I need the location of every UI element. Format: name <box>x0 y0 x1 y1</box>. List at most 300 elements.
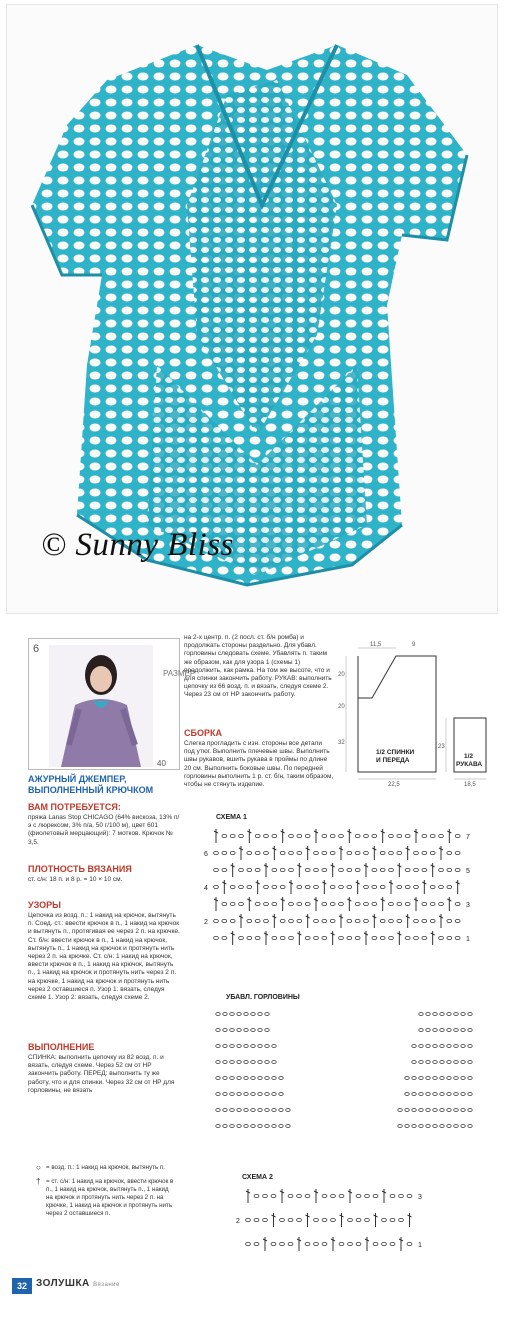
dc-symbol <box>374 1213 378 1227</box>
chain-symbol <box>356 1194 361 1197</box>
chain-symbol <box>422 834 427 837</box>
chain-symbol <box>247 885 252 888</box>
chain-symbol <box>430 885 435 888</box>
chain-symbol <box>330 851 335 854</box>
dc-symbol <box>397 863 401 877</box>
chain-symbol <box>355 834 360 837</box>
chain-symbol <box>372 936 377 939</box>
chain-symbol <box>390 1194 395 1197</box>
chain-symbol <box>265 1029 269 1032</box>
chain-symbol <box>412 1045 416 1048</box>
dc-symbol <box>365 1237 369 1251</box>
chain-symbol <box>397 885 402 888</box>
chain-symbol <box>314 851 319 854</box>
row-number-label: 2 <box>204 919 208 926</box>
chain-symbol <box>426 1013 430 1016</box>
chain-symbol <box>244 1093 248 1096</box>
dc-symbol <box>297 931 301 945</box>
chain-symbol <box>214 919 219 922</box>
chain-symbol <box>468 1045 472 1048</box>
chain-symbol <box>251 1077 255 1080</box>
chain-symbol <box>447 885 452 888</box>
chain-symbol <box>447 936 452 939</box>
dc-symbol <box>331 1237 335 1251</box>
dc-symbol <box>439 846 443 860</box>
patterns-heading: УЗОРЫ <box>28 900 61 910</box>
chain-symbol <box>468 1109 472 1112</box>
chain-symbol <box>264 902 269 905</box>
chain-symbol <box>272 1077 276 1080</box>
chain-symbol <box>222 936 227 939</box>
dc-symbol <box>447 897 451 911</box>
chain-symbol <box>331 1194 336 1197</box>
chain-symbol <box>454 1029 458 1032</box>
dc-symbol <box>406 846 410 860</box>
chain-symbol <box>330 902 335 905</box>
chain-symbol <box>447 1061 451 1064</box>
chain-symbol <box>372 902 377 905</box>
chain-symbol <box>389 868 394 871</box>
dc-symbol <box>247 897 251 911</box>
chain-symbol <box>322 868 327 871</box>
chain-symbol <box>214 851 219 854</box>
chain-symbol <box>297 1194 302 1197</box>
chain-symbol <box>364 902 369 905</box>
scheme2-title: СХЕМА 2 <box>242 1174 273 1181</box>
row-number-label: 7 <box>466 834 470 841</box>
chain-symbol <box>439 885 444 888</box>
chain-symbol <box>440 1029 444 1032</box>
chain-symbol <box>239 834 244 837</box>
chain-symbol <box>244 1013 248 1016</box>
neck-decrease-chart <box>212 1004 482 1144</box>
chain-symbol <box>230 1093 234 1096</box>
chain-symbol <box>230 1125 234 1128</box>
chain-symbol <box>380 885 385 888</box>
chain-symbol <box>447 919 452 922</box>
dc-symbol <box>399 1237 403 1251</box>
chain-symbol <box>222 851 227 854</box>
chain-symbol <box>397 851 402 854</box>
chain-symbol <box>364 885 369 888</box>
dc-symbol <box>289 880 293 894</box>
chain-symbol <box>430 851 435 854</box>
chain-symbol <box>426 1093 430 1096</box>
chain-symbol <box>272 1045 276 1048</box>
chain-symbol <box>468 1029 472 1032</box>
chain-symbol <box>454 1013 458 1016</box>
chain-symbol <box>314 919 319 922</box>
chain-symbol <box>216 1125 220 1128</box>
chain-symbol <box>214 885 219 888</box>
chain-symbol <box>468 1013 472 1016</box>
chain-symbol <box>405 1077 409 1080</box>
chain-symbol <box>230 1061 234 1064</box>
chain-symbol <box>372 834 377 837</box>
chain-symbol <box>222 834 227 837</box>
chain-symbol <box>216 1109 220 1112</box>
legend-dc-text: = ст. с/н: 1 накид на крючок, ввести крючок в п., 1 накид на крючок, вытянуть п., 1 накид на крючок и протянуть нить через 2 п. на крючке, 1 накид на крючок и протянуть нить через 2 оставшиеся п. <box>46 1178 174 1217</box>
chain-symbol <box>468 1077 472 1080</box>
chain-symbol <box>405 936 410 939</box>
row-number-label: 1 <box>418 1242 422 1249</box>
dc-symbol <box>372 914 376 928</box>
dc-symbol <box>281 897 285 911</box>
chain-symbol <box>286 1109 290 1112</box>
chain-symbol <box>405 885 410 888</box>
chain-symbol <box>237 1061 241 1064</box>
chain-symbol <box>355 902 360 905</box>
chain-symbol <box>365 1218 370 1221</box>
density-heading: ПЛОТНОСТЬ ВЯЗАНИЯ <box>28 864 132 874</box>
chain-symbol <box>216 1045 220 1048</box>
chain-symbol <box>339 868 344 871</box>
chain-symbol <box>223 1013 227 1016</box>
chain-symbol <box>440 1109 444 1112</box>
chain-symbol <box>237 1077 241 1080</box>
chain-symbol <box>347 885 352 888</box>
chain-symbol <box>289 936 294 939</box>
chain-symbol <box>398 1109 402 1112</box>
chain-symbol <box>356 1218 361 1221</box>
chain-symbol <box>422 868 427 871</box>
chain-symbol <box>339 936 344 939</box>
page-number: 32 <box>12 1278 32 1294</box>
chain-symbol <box>239 868 244 871</box>
chain-symbol <box>322 1218 327 1221</box>
assembly-heading: СБОРКА <box>184 728 222 738</box>
body-label-2: И ПЕРЕДА <box>376 757 410 764</box>
dc-symbol <box>256 880 260 894</box>
chain-symbol <box>322 936 327 939</box>
chain-symbol <box>237 1125 241 1128</box>
chain-symbol <box>251 1093 255 1096</box>
chain-symbol <box>440 1077 444 1080</box>
dc-symbol <box>431 931 435 945</box>
dc-symbol <box>414 897 418 911</box>
chain-symbol <box>280 868 285 871</box>
dc-symbol <box>314 897 318 911</box>
chain-symbol <box>440 1061 444 1064</box>
dc-symbol <box>422 880 426 894</box>
chain-symbol <box>330 885 335 888</box>
chain-symbol <box>246 1242 251 1245</box>
dc-symbol <box>348 1189 352 1203</box>
chain-symbol <box>314 868 319 871</box>
sleeve-height: 23 <box>438 744 445 750</box>
chain-symbol <box>414 885 419 888</box>
chain-symbol <box>272 1109 276 1112</box>
chain-symbol <box>216 1093 220 1096</box>
chain-symbol <box>264 919 269 922</box>
chain-symbol <box>430 902 435 905</box>
chain-symbol <box>258 1125 262 1128</box>
dc-symbol <box>331 863 335 877</box>
chain-symbol <box>237 1029 241 1032</box>
chain-symbol <box>237 1013 241 1016</box>
chain-symbol <box>419 1045 423 1048</box>
assembly-text: Слегка прогладить с изн. стороны все детали под утюг. Выполнить плечевые швы. Выполнить швы рукавов, вшить рукава в проймы по длине 20 см. Выполнить боковые швы. По передней горловины выполнить 1 р. ст. б/н, таким образом, чтобы не стянуть изделие. <box>184 740 334 789</box>
chain-symbol <box>426 1109 430 1112</box>
chain-symbol <box>239 936 244 939</box>
chain-symbol <box>258 1045 262 1048</box>
chain-symbol <box>365 1194 370 1197</box>
chain-symbol <box>430 919 435 922</box>
chain-symbol <box>430 834 435 837</box>
body-label-1: 1/2 СПИНКИ <box>376 749 415 756</box>
chain-symbol <box>373 1194 378 1197</box>
work-heading: ВЫПОЛНЕНИЕ <box>28 1042 95 1052</box>
chain-symbol <box>314 936 319 939</box>
chain-symbol <box>272 936 277 939</box>
chain-symbol <box>322 1194 327 1197</box>
chain-symbol <box>230 919 235 922</box>
chain-symbol <box>422 902 427 905</box>
chain-symbol <box>398 1125 402 1128</box>
dc-symbol <box>272 914 276 928</box>
dc-symbol <box>347 829 351 843</box>
page-footer <box>12 1278 212 1298</box>
chain-symbol <box>246 1218 251 1221</box>
chain-symbol <box>405 1109 409 1112</box>
dc-symbol <box>297 1237 301 1251</box>
chain-symbol <box>433 1093 437 1096</box>
chain-symbol <box>447 1013 451 1016</box>
dc-symbol <box>331 931 335 945</box>
scheme1-title: СХЕМА 1 <box>216 814 247 821</box>
dim-side-2: 20 <box>338 704 345 710</box>
chain-symbol <box>216 1077 220 1080</box>
chain-symbol <box>223 1077 227 1080</box>
chain-symbol <box>289 902 294 905</box>
sleeve-label-1: 1/2 <box>464 753 474 760</box>
chain-symbol <box>258 1077 262 1080</box>
chain-symbol <box>454 1109 458 1112</box>
chain-symbol <box>222 902 227 905</box>
dc-symbol <box>246 1189 250 1203</box>
chain-symbol <box>380 919 385 922</box>
dc-symbol <box>347 897 351 911</box>
front-continued-text: на 2-х центр. п. (2 посл. ст. б/н ромба) и продолжать стороны раздельно. Для убавл. горловины следовать схеме. Убавлять п. таким же образом, как для узора 1 (схемы 1) продолжить, как рамка. На том же высоте, что и для спинки закончить работу. РУКАВ: выполнить цепочку из 66 возд. п. и вязать, следуя схеме 2. Через 23 см от НР закончить работу. <box>184 634 332 699</box>
chain-symbol <box>255 919 260 922</box>
dim-top-1: 11,5 <box>370 642 382 648</box>
chain-symbol <box>348 1218 353 1221</box>
chain-symbol <box>461 1077 465 1080</box>
chain-symbol <box>322 919 327 922</box>
chain-symbol <box>230 1109 234 1112</box>
chain-symbol <box>223 1093 227 1096</box>
chain-symbol <box>447 1045 451 1048</box>
dc-symbol <box>297 863 301 877</box>
chain-symbol <box>251 1125 255 1128</box>
dc-symbol <box>231 931 235 945</box>
chain-symbol <box>422 919 427 922</box>
magazine-title: ЗОЛУШКА <box>36 1278 90 1289</box>
chain-symbol <box>214 936 219 939</box>
chain-symbol <box>372 868 377 871</box>
dim-side-1: 20 <box>338 672 345 678</box>
chain-symbol <box>247 851 252 854</box>
chain-symbol <box>289 851 294 854</box>
chain-symbol <box>237 1045 241 1048</box>
chain-symbol <box>279 1125 283 1128</box>
chain-symbol <box>382 1218 387 1221</box>
chain-symbol <box>399 1194 404 1197</box>
chain-symbol <box>455 936 460 939</box>
chain-symbol <box>447 868 452 871</box>
chain-symbol <box>230 902 235 905</box>
dc-symbol <box>397 931 401 945</box>
chain-symbol <box>330 834 335 837</box>
chain-symbol <box>330 919 335 922</box>
chain-symbol <box>305 1242 310 1245</box>
chain-symbol <box>426 1061 430 1064</box>
chain-symbol <box>419 1061 423 1064</box>
chain-symbol <box>447 1029 451 1032</box>
chain-symbol <box>447 1093 451 1096</box>
dc-symbol <box>447 829 451 843</box>
chain-symbol <box>230 834 235 837</box>
chain-symbol <box>380 851 385 854</box>
chain-symbol <box>405 868 410 871</box>
dc-symbol <box>340 1213 344 1227</box>
chain-symbol <box>247 936 252 939</box>
chain-symbol <box>314 1218 319 1221</box>
row-number-label: 6 <box>204 851 208 858</box>
chain-symbol <box>389 936 394 939</box>
chain-symbol <box>264 885 269 888</box>
dc-symbol <box>406 914 410 928</box>
chain-symbol <box>244 1061 248 1064</box>
crochet-top-image <box>7 5 499 615</box>
chain-symbol <box>461 1093 465 1096</box>
chain-symbol <box>380 936 385 939</box>
dc-symbol <box>264 931 268 945</box>
chain-symbol <box>239 885 244 888</box>
chain-symbol <box>251 1109 255 1112</box>
dc-symbol <box>231 863 235 877</box>
magazine-subtitle: Вязание <box>93 1282 120 1288</box>
chain-symbol <box>419 1077 423 1080</box>
chain-symbol <box>322 1242 327 1245</box>
chain-symbol <box>407 1194 412 1197</box>
chain-symbol <box>258 1061 262 1064</box>
chain-symbol <box>216 1013 220 1016</box>
body-width: 22,5 <box>388 782 400 788</box>
chain-symbol <box>272 885 277 888</box>
chain-symbol <box>251 1045 255 1048</box>
legend-chain-text: = возд. п.: 1 накид на крючок, вытянуть п. <box>46 1164 166 1171</box>
chain-symbol <box>244 1045 248 1048</box>
chain-symbol <box>439 834 444 837</box>
chain-symbol <box>244 1077 248 1080</box>
dc-symbol <box>247 829 251 843</box>
chain-symbol <box>419 1125 423 1128</box>
chain-symbol <box>454 1093 458 1096</box>
chain-symbol <box>433 1045 437 1048</box>
chain-symbol <box>454 1077 458 1080</box>
chain-symbol <box>419 1013 423 1016</box>
dc-symbol <box>239 846 243 860</box>
chain-symbol <box>440 1045 444 1048</box>
chain-symbol <box>247 868 252 871</box>
chain-symbol <box>419 1093 423 1096</box>
chain-symbol <box>412 1077 416 1080</box>
chain-symbol <box>263 1218 268 1221</box>
dc-symbol <box>382 1189 386 1203</box>
dc-symbol <box>381 829 385 843</box>
row-number-label: 3 <box>466 902 470 909</box>
chain-symbol <box>280 919 285 922</box>
dc-symbol <box>339 846 343 860</box>
dc-symbol <box>314 829 318 843</box>
dc-symbol <box>456 880 460 894</box>
chain-symbol <box>239 902 244 905</box>
chain-symbol <box>289 868 294 871</box>
product-photo <box>6 4 498 614</box>
chain-symbol-icon: ○ <box>36 1163 41 1172</box>
chain-symbol <box>265 1093 269 1096</box>
chain-symbol <box>412 1125 416 1128</box>
chain-symbol <box>422 851 427 854</box>
model-photo <box>49 645 153 767</box>
chain-symbol <box>461 1061 465 1064</box>
chain-symbol <box>254 1218 259 1221</box>
chain-symbol <box>426 1029 430 1032</box>
chain-symbol <box>305 1194 310 1197</box>
chain-symbol <box>439 936 444 939</box>
model-thumbnail-box <box>28 638 196 770</box>
chain-symbol <box>390 1242 395 1245</box>
magazine-name <box>36 1278 120 1289</box>
chain-symbol <box>214 868 219 871</box>
chain-symbol <box>461 1045 465 1048</box>
dc-symbol <box>364 863 368 877</box>
chain-symbol <box>414 919 419 922</box>
chain-symbol <box>433 1109 437 1112</box>
chain-symbol <box>419 1029 423 1032</box>
chain-symbol <box>216 1061 220 1064</box>
chain-symbol <box>397 902 402 905</box>
chain-symbol <box>265 1013 269 1016</box>
chain-symbol <box>426 1125 430 1128</box>
chain-symbol <box>397 834 402 837</box>
chain-symbol <box>422 936 427 939</box>
chain-symbol <box>447 1109 451 1112</box>
work-text: СПИНКА: выполнить цепочку из 82 возд. п. и вязать, следуя схеме. Через 52 см от НР закончить работу. ПЕРЕД: выполнить ту же работу, что и для спинки. Через 32 см от НР для горловины, не вязать <box>28 1054 175 1094</box>
chain-symbol <box>255 834 260 837</box>
chain-symbol <box>244 1109 248 1112</box>
chain-symbol <box>461 1109 465 1112</box>
dc-symbol <box>272 1213 276 1227</box>
chain-symbol <box>314 1242 319 1245</box>
dc-symbol <box>306 846 310 860</box>
neck-decrease-title: УБАВЛ. ГОРЛОВИНЫ <box>226 994 300 1001</box>
needs-heading: ВАМ ПОТРЕБУЕТСЯ: <box>28 802 121 812</box>
chain-symbol <box>230 1077 234 1080</box>
sleeve-width: 18,5 <box>464 782 476 788</box>
chain-symbol <box>356 1242 361 1245</box>
dc-symbol <box>214 829 218 843</box>
chain-symbol <box>258 1093 262 1096</box>
chain-symbol <box>289 919 294 922</box>
dc-symbol <box>306 914 310 928</box>
chain-symbol <box>439 868 444 871</box>
dc-symbol <box>414 829 418 843</box>
chain-symbol <box>288 1242 293 1245</box>
chain-symbol <box>263 1194 268 1197</box>
needs-text: пряжа Lanas Stop CHICAGO (64% вискоза, 13% п/э с люрексом, 3% п/а, 50 г/100 м), цвет 601 (фиолетовый мерцающий): 7 мотков. Крючок № 3,5. <box>28 814 180 846</box>
